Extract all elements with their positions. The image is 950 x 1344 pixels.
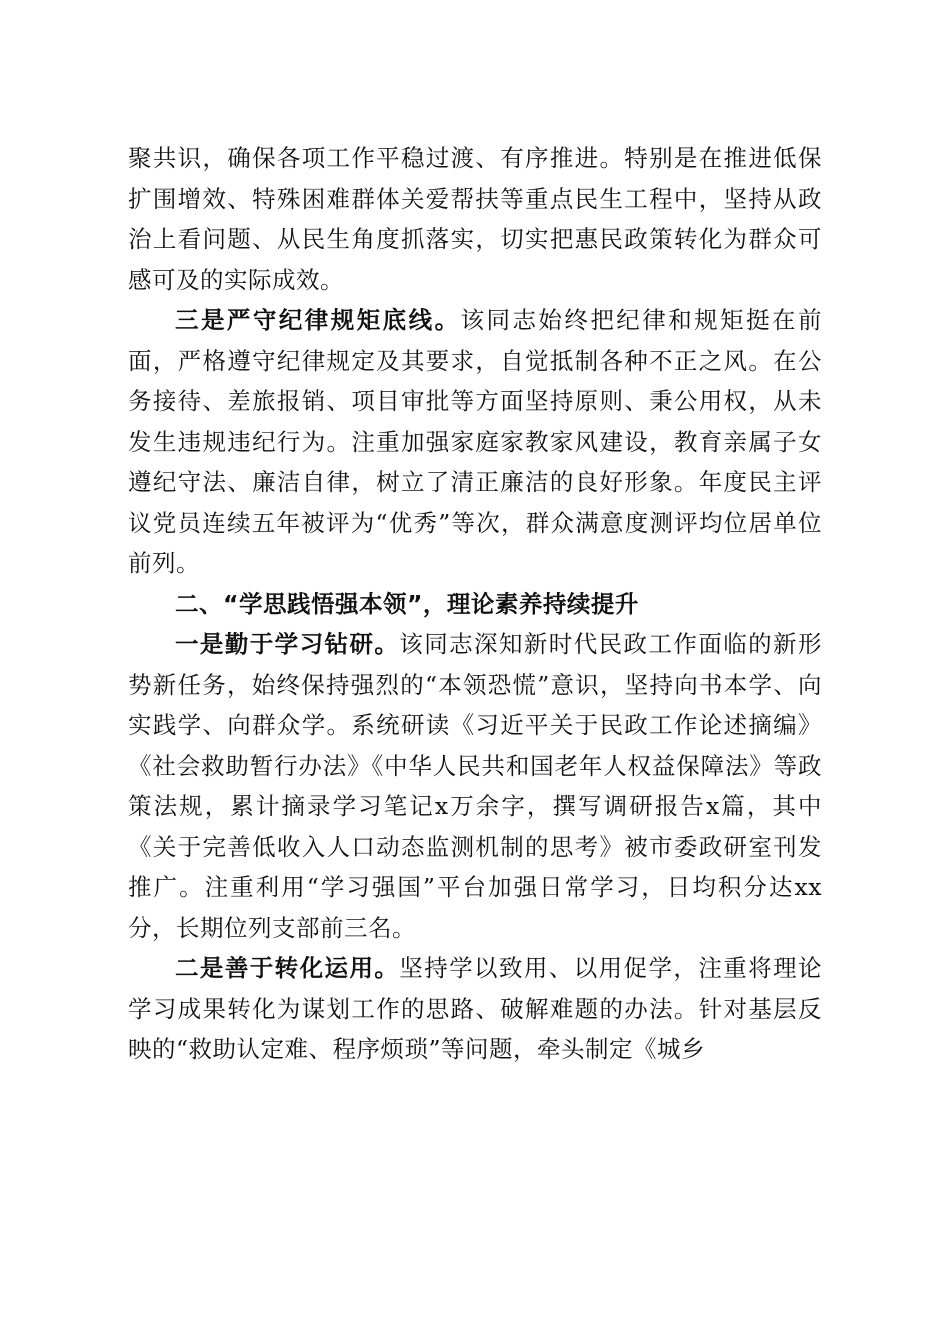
- paragraph-text: 坚持学以致用、以用促学，注重将理论学习成果转化为谋划工作的思路、破解难题的办法。针对基层反映的“救助认定难、程序烦琐”等问题，牵头制定《城乡: [128, 954, 823, 1063]
- paragraph-continuation: [128, 138, 822, 300]
- paragraph-text: 聚共识，确保各项工作平稳过渡、有序推进。特别是在推进低保扩围增效、特殊困难群体关爱帮扶等重点民生工程中，坚持从政治上看问题、从民生角度抓落实，切实把惠民政策转化为群众可感可及的实际成效。: [128, 144, 822, 294]
- paragraph-discipline: [128, 300, 822, 584]
- paragraph-application: [128, 948, 822, 1070]
- paragraph-study: [128, 624, 822, 948]
- document-body: [128, 138, 822, 1070]
- paragraph-text: 该同志深知新时代民政工作面临的新形势新任务，始终保持强烈的“本领恐慌”意识，坚持向书本学、向实践学、向群众学。系统研读《习近平关于民政工作论述摘编》《社会救助暂行办法》《中华人民共和国老年人权益保障法》等政策法规，累计摘录学习笔记x万余字，撰写调研报告x篇，其中《关于完善低收入人口动态监测机制的思考》被市委政研室刊发推广。注重利用“学习强国”平台加强日常学习，日均积分达xx分，长期位列支部前三名。: [128, 630, 823, 942]
- paragraph-lead: 三是严守纪律规矩底线。: [175, 306, 461, 334]
- section-heading: 二、“学思践悟强本领”，理论素养持续提升: [175, 589, 639, 618]
- paragraph-text: 该同志始终把纪律和规矩挺在前面，严格遵守纪律规定及其要求，自觉抵制各种不正之风。在公务接待、差旅报销、项目审批等方面坚持原则、秉公用权，从未发生违规违纪行为。注重加强家庭家教家风建设，教育亲属子女遵纪守法、廉洁自律，树立了清正廉洁的良好形象。年度民主评议党员连续五年被评为“优秀”等次，群众满意度测评均位居单位前列。: [128, 306, 823, 577]
- paragraph-lead: 一是勤于学习钻研。: [175, 630, 400, 658]
- paragraph-lead: 二是善于转化运用。: [175, 954, 400, 982]
